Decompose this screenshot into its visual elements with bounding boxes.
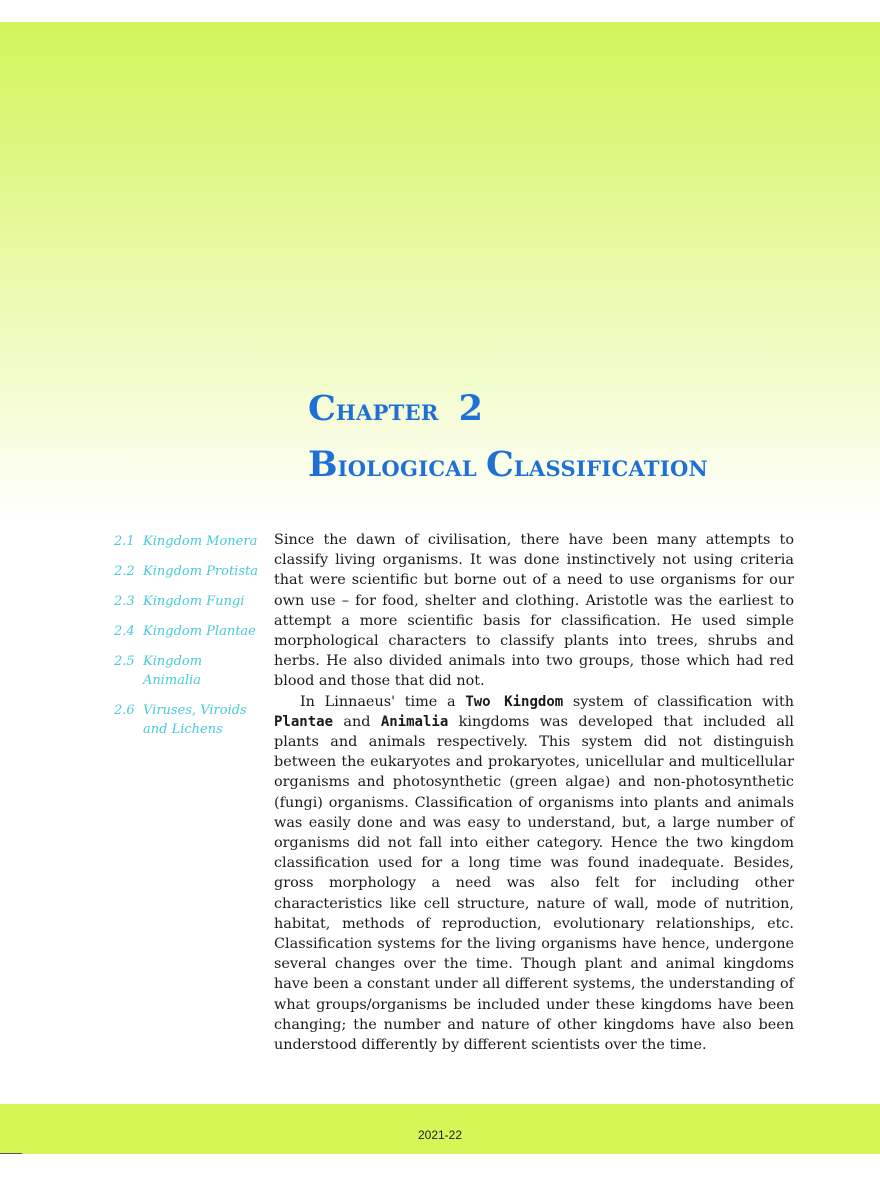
- toc-number: 2.4: [114, 624, 135, 639]
- toc-item: [114, 592, 264, 611]
- term-two-kingdom: Two Kingdom: [465, 693, 564, 710]
- toc-item: [114, 622, 264, 641]
- toc-item: [114, 562, 264, 581]
- term-plantae: Plantae: [274, 713, 334, 730]
- toc-label: Kingdom Plantae: [143, 624, 256, 639]
- footer-year: 2021-22: [417, 1128, 463, 1142]
- chapter-contents: [114, 532, 264, 750]
- term-animalia: Animalia: [380, 713, 449, 730]
- toc-number: 2.2: [114, 564, 135, 579]
- toc-label: Kingdom Animalia: [143, 654, 203, 688]
- toc-number: 2.6: [114, 703, 135, 718]
- toc-label: Viruses, Viroids and Lichens: [143, 703, 247, 737]
- paragraph-intro: Since the dawn of civilisation, there have been many attempts to classify living organisms. It was done instinctively not using criteria that were scientific but borne out of a need to use organisms for our own use – for food, shelter and clothing. Aristotle was the earliest to attempt a more scientific basis for classification. He used simple morphological characters to classify plants into trees, shrubs and herbs. He also divided animals into two groups, those which had red blood and those that did not.: [274, 532, 794, 690]
- chapter-title: BIOLOGICAL CLASSIFICATION: [308, 444, 709, 485]
- toc-item: [114, 652, 214, 690]
- toc-label: Kingdom Monera: [143, 534, 258, 549]
- toc-item: [114, 701, 254, 739]
- toc-number: 2.3: [114, 594, 135, 609]
- toc-number: 2.1: [114, 534, 135, 549]
- crop-mark: [0, 1153, 22, 1154]
- toc-item: [114, 532, 264, 551]
- toc-number: 2.5: [114, 654, 135, 669]
- chapter-body: [274, 530, 794, 1055]
- chapter-number: 2: [458, 388, 484, 429]
- chapter-label: CHAPTER 2: [308, 388, 484, 429]
- paragraph-linnaeus: In Linnaeus' time a Two Kingdom system of classification with Plantae and Animalia kingdoms was developed that included all plants and animals respectively. This system did not distinguish between the eukaryotes and prokaryotes, unicellular and multicellular organisms and photosynthetic (green algae) and non-photosynthetic (fungi) organisms. Classification of organisms into plants and animals was easily done and was easy to understand, but, a large number of organisms did not fall into either category. Hence the two kingdom classification used for a long time was found inadequate. Besides, gross morphology a need was also felt for including other characteristics like cell structure, nature of wall, mode of nutrition, habitat, methods of reproduction, evolutionary relationships, etc. Classification systems for the living organisms have hence, undergone several changes over the time. Though plant and animal kingdoms have been a constant under all different systems, the understanding of what groups/organisms be included under these kingdoms have been changing; the number and nature of other kingdoms have also been understood differently by different scientists over the time.: [274, 693, 795, 1054]
- toc-label: Kingdom Protista: [143, 564, 258, 579]
- toc-label: Kingdom Fungi: [143, 594, 245, 609]
